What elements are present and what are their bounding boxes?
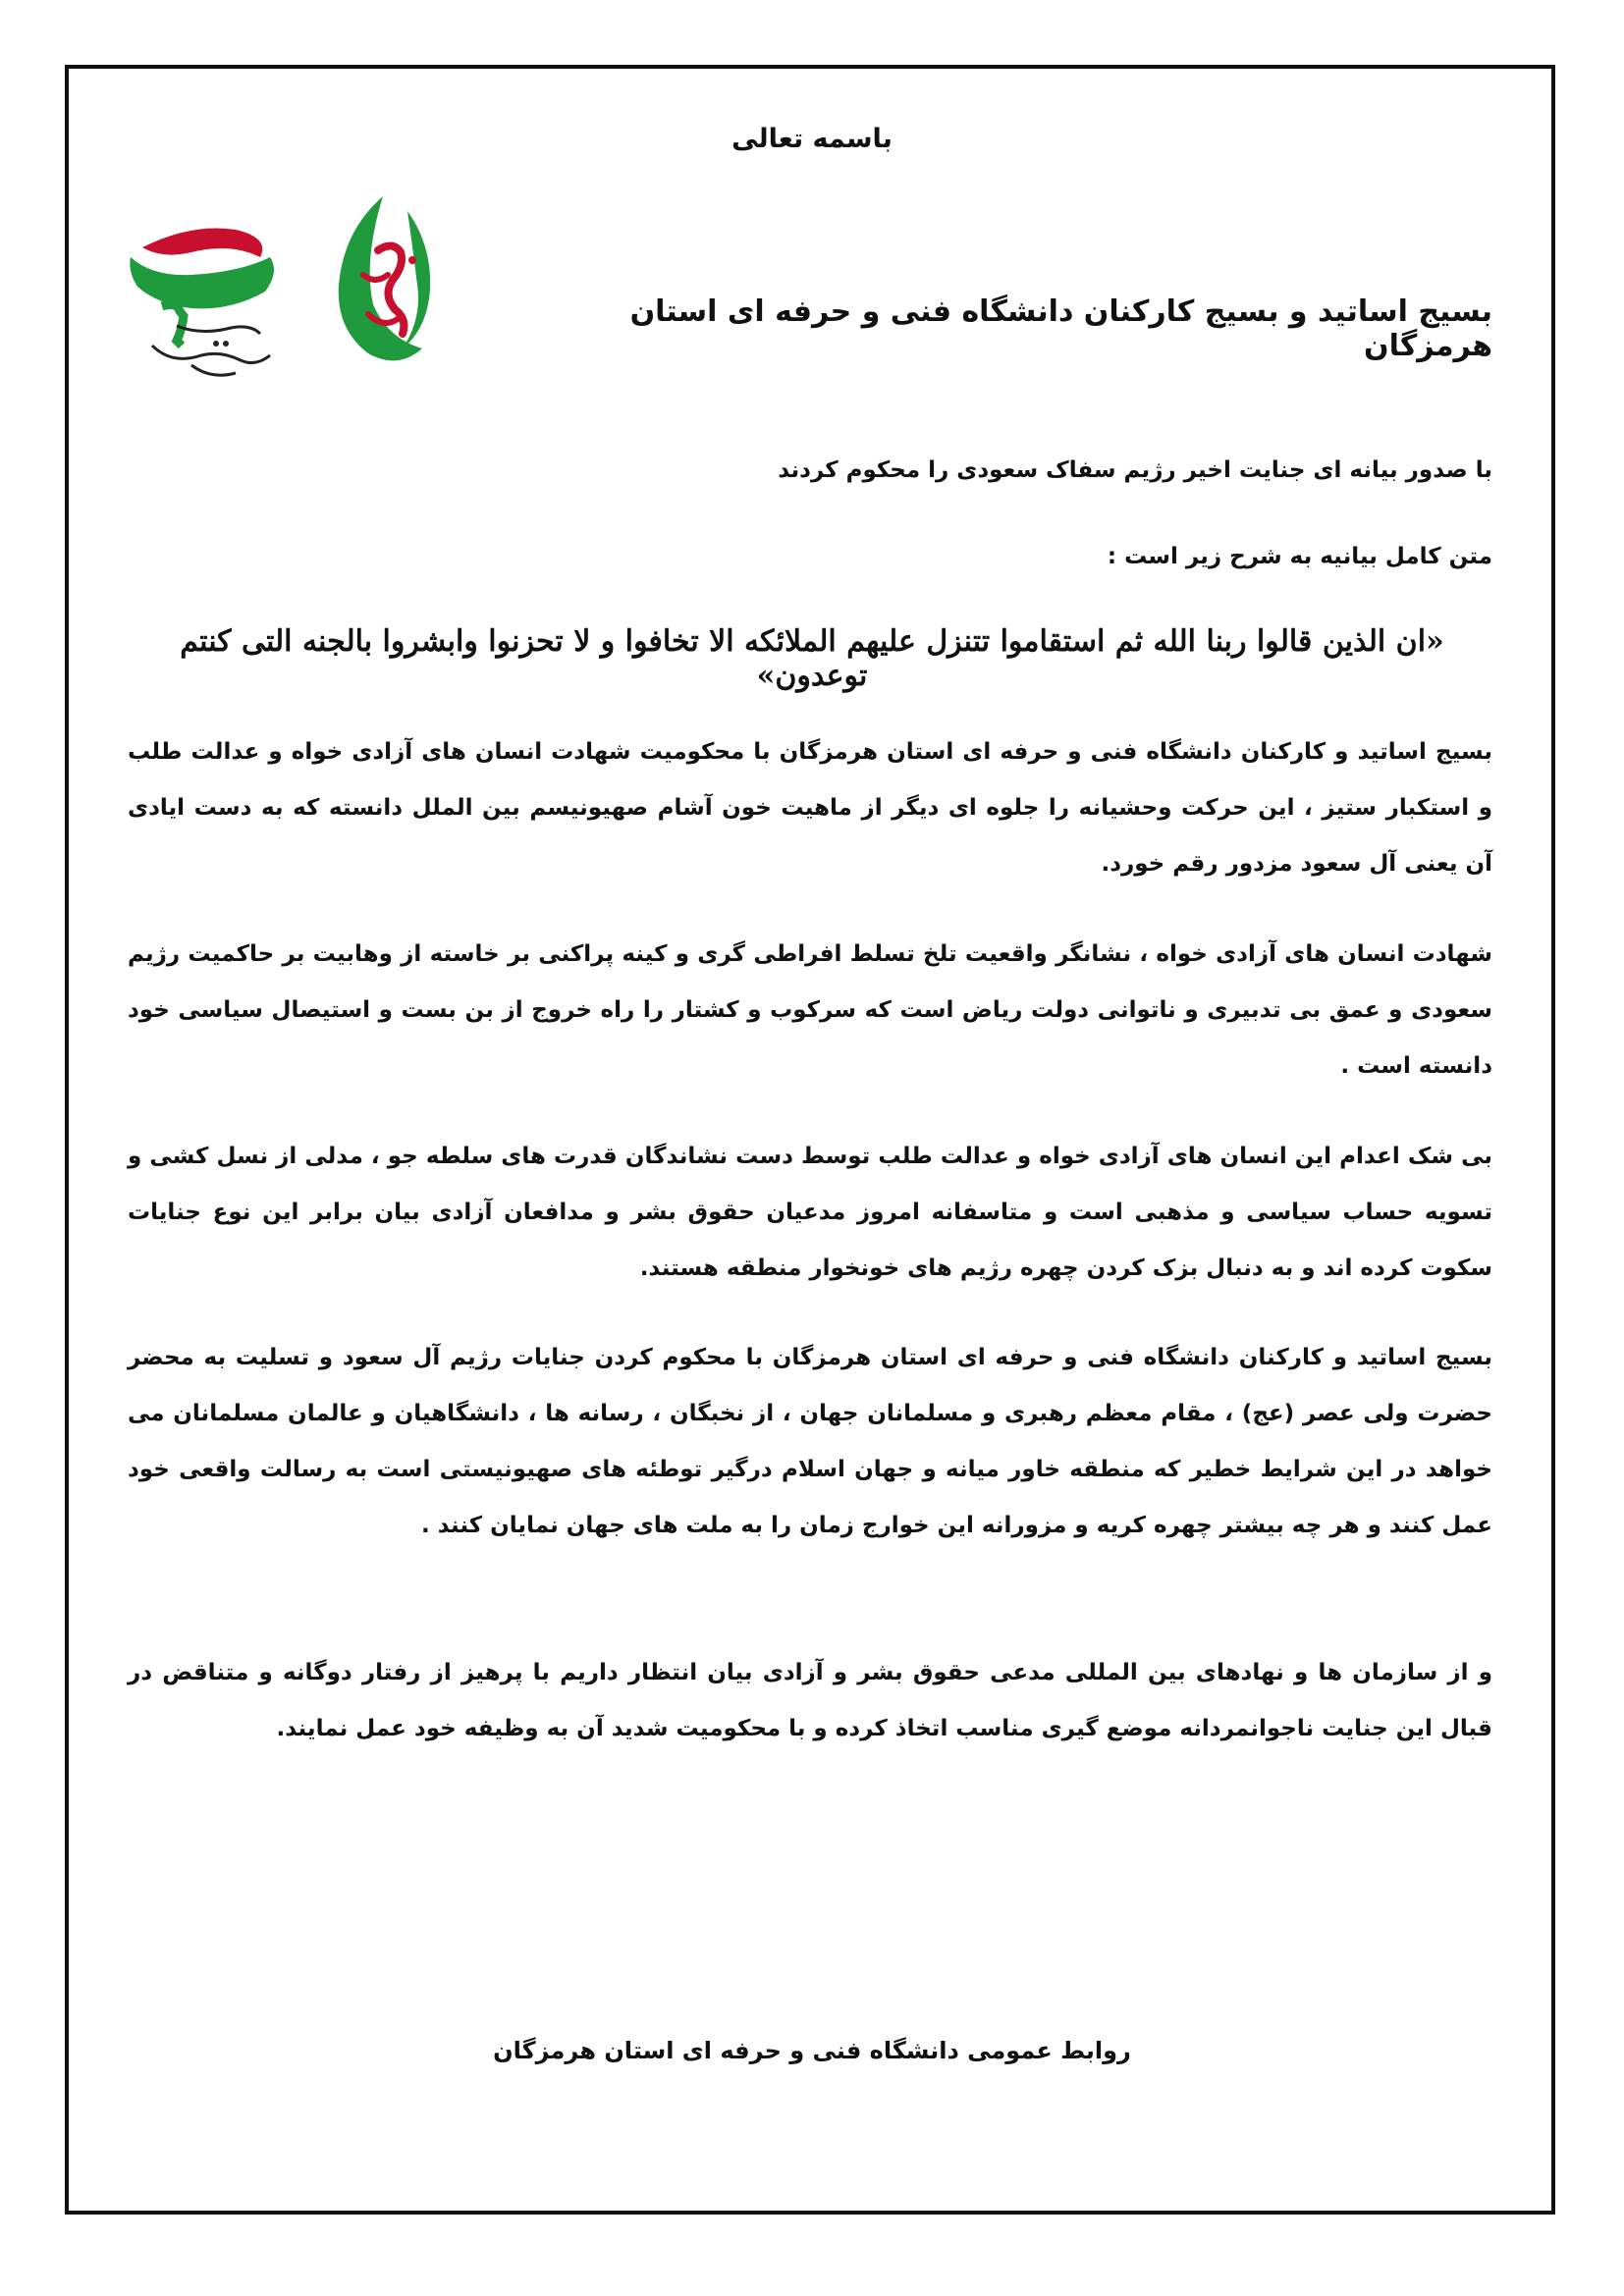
paragraph-4: بسیج اساتید و کارکنان دانشگاه فنی و حرفه ای استان هرمزگان با محکوم کردن جنایات رژیم آل سعود و تسلیت به محضر حضرت ولی عصر (عج) ، مقام معظم رهبری و مسلمانان جهان ، از نخبگان ، رسانه ها ، دانشگاهیان و عالمان مسلمانان می خواهد در این شرایط خطیر که منطقه خاور میانه و جهان اسلام درگیر توطئه های صهیونیستی است به رسالت واقعی خود عمل کنند و هر چه بیشتر چهره کریه و مزورانه این خوارج زمان را به ملت های جهان نمایان کنند . [128, 1345, 1492, 1538]
paragraph-2: شهادت انسان های آزادی خواه ، نشانگر واقعیت تلخ تسلط افراطی گری و کینه پراکنی بر خاسته از وهابیت بر حاکمیت رژیم سعودی و عمق بی تدبیری و ناتوانی دولت ریاض است که سرکوب و کشتار را راه خروج از بن بست و استیصال سیاسی خود دانسته است . [128, 941, 1492, 1079]
basij-asatid-logo [123, 218, 290, 390]
paragraph-3: بی شک اعدام این انسان های آزادی خواه و عدالت طلب توسط دست نشاندگان قدرت های سلطه جو ، مدلی از نسل کشی و تسویه حساب سیاسی و مذهبی است و متاسفانه امروز مدعیان حقوق بشر و مدافعان آزادی بیان برابر این نوع جنایات سکوت کرده اند و به دنبال بزک کردن چهره رژیم های خونخوار منطقه هستند. [128, 1144, 1492, 1281]
intro-line: متن کامل بیانیه به شرح زیر است : [1107, 544, 1492, 569]
paragraph-1: بسیج اساتید و کارکنان دانشگاه فنی و حرفه ای استان هرمزگان با محکومیت شهادت انسان های آزادی خواه و عدالت طلب و استکبار ستیز ، این حرکت وحشیانه را جلوه ای دیگر از ماهیت خون آشام صهیونیسم بین الملل دانسته که به دست ایادی آن یعنی آل سعود مزدور رقم خورد. [128, 739, 1492, 877]
subtitle: با صدور بیانه ای جنایت اخیر رژیم سفاک سعودی را محکوم کردند [778, 457, 1492, 483]
paragraph-5: و از سازمان ها و نهادهای بین المللی مدعی حقوق بشر و آزادی بیان انتظار داریم با پرهیز از رفتار دوگانه و متناقض در قبال این جنایت ناجوانمردانه موضع گیری مناسب اتخاذ کرده و با محکومیت شدید آن به وظیفه خود عمل نمایند. [128, 1660, 1492, 1741]
organization-title: بسیج اساتید و بسیج کارکنان دانشگاه فنی و حرفه ای استان هرمزگان [629, 294, 1492, 363]
basmala: باسمه تعالی [731, 124, 893, 154]
signature: روابط عمومی دانشگاه فنی و حرفه ای استان هرمزگان [493, 2037, 1131, 2064]
basij-karkonan-logo [314, 191, 452, 373]
quran-verse: «ان الذین قالوا ربنا الله ثم استقاموا تتنزل علیهم الملائکه الا تخافوا و لا تحزنوا وابشروا بالجنه التی کنتم توعدون» [180, 624, 1444, 693]
